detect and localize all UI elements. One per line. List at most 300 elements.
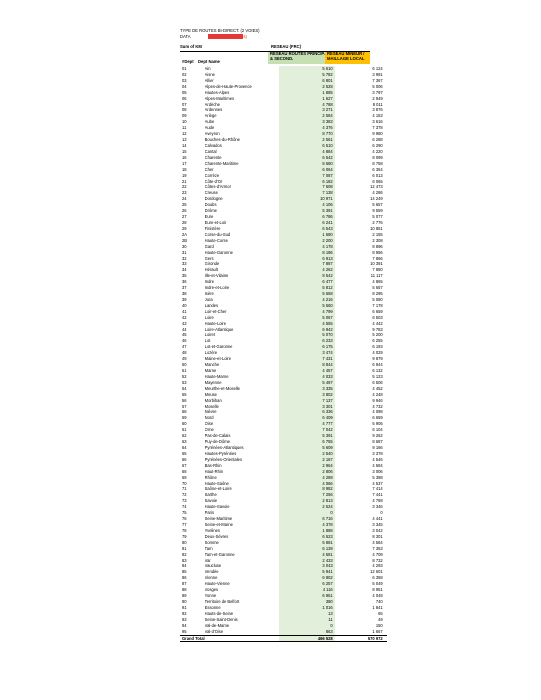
dept-code-cell: 51 xyxy=(182,368,187,374)
dept-name-cell: Aube xyxy=(204,119,215,125)
dept-name-cell: Finistère xyxy=(204,225,221,231)
routes-km-cell: 4 799 xyxy=(279,309,335,315)
dept-name-cell: Ain xyxy=(204,66,211,71)
routes-km-cell: 6 336 xyxy=(279,409,335,415)
routes-km-cell: 6 257 xyxy=(279,581,335,587)
local-km-cell: 4 220 xyxy=(372,148,383,154)
routes-km-cell: 6 409 xyxy=(279,415,335,421)
dept-code-cell: 62 xyxy=(182,433,187,439)
local-km-cell: 4 441 xyxy=(372,516,383,522)
dept-code-cell: 15 xyxy=(182,148,187,154)
dept-name-cell: Territoire de Belfort xyxy=(204,598,240,604)
routes-km-cell: 6 786 xyxy=(279,214,335,220)
dept-name-cell: Cantal xyxy=(204,148,217,154)
local-km-cell: 7 367 xyxy=(372,77,383,83)
dept-code-cell: 46 xyxy=(182,338,187,344)
filter-data-value[interactable]: Sum of KM (Routes) xyxy=(209,33,247,39)
local-km-cell: 1 667 xyxy=(372,628,383,634)
dept-name-cell: Yvelines xyxy=(204,527,220,533)
routes-km-cell: 4 178 xyxy=(279,244,335,250)
routes-km-cell: 5 881 xyxy=(279,540,335,546)
routes-km-cell: 5 609 xyxy=(279,445,335,451)
filter-data-row[interactable] xyxy=(180,34,260,39)
dept-name-cell: Maine-et-Loire xyxy=(204,356,232,362)
local-km-cell: 6 288 xyxy=(372,137,383,143)
dept-code-cell: 86 xyxy=(182,575,187,581)
dept-name-cell: Morbihan xyxy=(204,397,222,403)
local-km-cell: 8 295 xyxy=(372,291,383,297)
dept-name-cell: Deux-Sèvres xyxy=(204,533,229,539)
local-km-cell: 12 601 xyxy=(370,569,383,575)
routes-km-cell: 5 391 xyxy=(279,208,335,214)
routes-km-cell: 8 542 xyxy=(279,273,335,279)
routes-km-cell: 1 888 xyxy=(279,528,335,534)
local-km-cell: 3 616 xyxy=(372,119,383,125)
dept-name-cell: Val-d'Oise xyxy=(204,628,224,634)
dept-name-cell: Var xyxy=(204,557,211,563)
local-km-cell: 2 308 xyxy=(372,237,383,243)
routes-km-cell: 4 289 xyxy=(279,475,335,481)
local-km-cell: 4 442 xyxy=(372,320,383,326)
local-km-cell: 7 414 xyxy=(372,486,383,492)
routes-km-cell: 6 543 xyxy=(279,226,335,232)
dept-code-cell: 19 xyxy=(182,172,187,178)
dept-name-cell: Bas-Rhin xyxy=(204,462,222,468)
local-km-cell: 6 358 xyxy=(372,575,383,581)
routes-km-cell: 8 680 xyxy=(279,161,335,167)
routes-km-cell: 4 376 xyxy=(279,125,335,131)
dept-name-cell: Manche xyxy=(204,362,220,368)
dept-code-cell: 43 xyxy=(182,320,187,326)
dept-code-cell: 39 xyxy=(182,296,187,302)
local-km-cell: 2 949 xyxy=(372,95,383,101)
dept-code-cell: 05 xyxy=(182,89,187,95)
dept-code-cell: 03 xyxy=(182,77,187,83)
dept-code-cell: 44 xyxy=(182,326,187,332)
local-km-cell: 6 364 xyxy=(372,166,383,172)
dept-code-cell: 65 xyxy=(182,450,187,456)
dept-code-cell: 76 xyxy=(182,516,187,522)
local-km-cell: 8 951 xyxy=(372,587,383,593)
routes-km-cell: 8 186 xyxy=(279,250,335,256)
col2-header[interactable]: RESEAU MINEUR / MAILLAGE LOCAL xyxy=(325,52,370,64)
routes-km-cell: 3 271 xyxy=(279,107,335,113)
dept-name-cell: Meurthe-et-Moselle xyxy=(204,385,240,391)
local-km-cell: 8 896 xyxy=(372,243,383,249)
routes-km-cell: 2 433 xyxy=(279,558,335,564)
local-km-cell: 14 249 xyxy=(370,196,383,202)
routes-km-cell: 4 116 xyxy=(279,587,335,593)
local-km-cell: 9 262 xyxy=(372,433,383,439)
routes-km-cell: 2 524 xyxy=(279,504,335,510)
dept-name-cell: Pyrénées-Atlantiques xyxy=(204,445,244,450)
local-km-cell: 7 866 xyxy=(372,255,383,261)
dept-name-cell: Loire-Atlantique xyxy=(204,326,234,332)
local-km-cell: 2 776 xyxy=(372,219,383,225)
dept-code-cell: 27 xyxy=(182,214,187,220)
dept-name-cell: Loire xyxy=(204,314,214,320)
dept-code-cell: 58 xyxy=(182,409,187,415)
dept-code-cell: 23 xyxy=(182,190,187,196)
dept-code-cell: 53 xyxy=(182,379,187,385)
routes-km-cell: 380 xyxy=(279,599,335,605)
local-km-cell: 150 xyxy=(375,622,383,628)
routes-km-cell: 6 175 xyxy=(279,344,335,350)
col1-header[interactable]: RESEAU ROUTES PRINCIP. & SECOND. xyxy=(268,52,325,64)
dept-code-cell: 33 xyxy=(182,261,187,267)
routes-km-cell: 6 477 xyxy=(279,279,335,285)
local-km-cell: 6 124 xyxy=(372,66,383,71)
dept-name-cell: Essonne xyxy=(204,604,221,610)
dept-name-cell: Haute-Vienne xyxy=(204,581,230,587)
local-km-cell: 4 709 xyxy=(372,551,383,557)
routes-km-cell: 4 033 xyxy=(279,374,335,380)
routes-km-cell: 1 680 xyxy=(279,232,335,238)
local-km-cell: 9 783 xyxy=(372,326,383,332)
routes-km-cell: 4 581 xyxy=(279,552,335,558)
routes-km-cell: 863 xyxy=(279,629,335,635)
dept-code-cell: 71 xyxy=(182,486,187,492)
routes-km-cell: 2 528 xyxy=(279,84,335,90)
dept-code-cell: 94 xyxy=(182,622,187,628)
dept-code-cell: 57 xyxy=(182,403,187,409)
dept-name-cell: Landes xyxy=(204,302,219,308)
dept-code-cell: 85 xyxy=(182,569,187,575)
dept-name-cell: Meuse xyxy=(204,391,217,397)
local-km-cell: 6 065 xyxy=(372,178,383,184)
dept-code-cell: 48 xyxy=(182,350,187,356)
routes-km-cell: 5 668 xyxy=(279,291,335,297)
dept-code-cell: 06 xyxy=(182,95,187,101)
dept-code-cell: 32 xyxy=(182,255,187,261)
local-km-cell: 6 506 xyxy=(372,379,383,385)
dept-name-cell: Aude xyxy=(204,125,215,131)
local-km-cell: 5 123 xyxy=(372,373,383,379)
dept-code-cell: 14 xyxy=(182,142,187,148)
dept-name-cell: Yonne xyxy=(204,593,217,599)
local-km-cell: 5 905 xyxy=(372,421,383,427)
dept-code-cell: 77 xyxy=(182,521,187,527)
dept-code-cell: 35 xyxy=(182,273,187,279)
routes-km-cell: 6 913 xyxy=(279,256,335,262)
dept-name-cell: Paris xyxy=(204,510,214,516)
grand-total-local: 570 972 xyxy=(335,635,387,642)
dept-name-cell: Ariège xyxy=(204,113,217,119)
dept-code-cell: 07 xyxy=(182,101,187,107)
dept-code-cell: 49 xyxy=(182,356,187,362)
dept-code-cell: 18 xyxy=(182,166,187,172)
row-code-header[interactable]: #Dept xyxy=(182,59,194,64)
local-km-cell: 4 293 xyxy=(372,563,383,569)
routes-km-cell: 4 555 xyxy=(279,321,335,327)
dept-name-cell: Côte-d'Or xyxy=(204,178,223,184)
routes-km-cell: 0 xyxy=(279,510,335,516)
dept-code-cell: 89 xyxy=(182,593,187,599)
local-km-cell: 5 049 xyxy=(372,581,383,587)
local-km-cell: 5 006 xyxy=(372,83,383,89)
local-km-cell: 6 132 xyxy=(372,368,383,374)
dept-code-cell: 95 xyxy=(182,628,187,634)
routes-km-cell: 2 813 xyxy=(279,498,335,504)
routes-km-cell: 3 383 xyxy=(279,119,335,125)
dept-code-cell: 28 xyxy=(182,219,187,225)
local-km-cell: 1 841 xyxy=(372,604,383,610)
routes-km-cell: 5 782 xyxy=(279,72,335,78)
dept-code-cell: 47 xyxy=(182,344,187,350)
dept-name-cell: Côtes-d'Armor xyxy=(204,184,231,190)
dept-code-cell: 38 xyxy=(182,291,187,297)
dept-name-cell: Savoie xyxy=(204,498,218,504)
local-km-cell: 4 768 xyxy=(372,498,383,504)
dept-code-cell: 21 xyxy=(182,178,187,184)
dept-name-cell: Charente xyxy=(204,154,222,160)
routes-km-cell: 1 885 xyxy=(279,90,335,96)
dept-code-cell: 78 xyxy=(182,527,187,533)
local-km-cell: 49 xyxy=(378,616,383,622)
dept-code-cell: 50 xyxy=(182,362,187,368)
routes-km-cell: 3 043 xyxy=(279,563,335,569)
dept-name-cell: Isère xyxy=(204,291,214,297)
dept-code-cell: 87 xyxy=(182,581,187,587)
routes-km-cell: 1 016 xyxy=(279,605,335,611)
local-km-cell: 6 944 xyxy=(372,362,383,368)
dept-code-cell: 70 xyxy=(182,480,187,486)
local-km-cell: 7 178 xyxy=(372,302,383,308)
dept-name-cell: Vendée xyxy=(204,569,219,575)
dept-code-cell: 64 xyxy=(182,445,187,450)
local-km-cell: 7 441 xyxy=(372,492,383,498)
local-km-cell: 5 388 xyxy=(372,474,383,480)
routes-km-cell: 7 256 xyxy=(279,492,335,498)
local-km-cell: 4 537 xyxy=(372,480,383,486)
dept-name-cell: Loir-et-Cher xyxy=(204,308,227,314)
dept-code-cell: 2B xyxy=(182,237,188,243)
dept-name-cell: Haute-Marne xyxy=(204,373,229,379)
local-km-cell: 9 946 xyxy=(372,397,383,403)
dept-code-cell: 69 xyxy=(182,474,187,480)
dept-code-cell: 31 xyxy=(182,249,187,255)
dept-name-cell: Val-de-Marne xyxy=(204,622,230,628)
dept-code-cell: 02 xyxy=(182,71,187,77)
routes-km-cell: 7 087 xyxy=(279,173,335,179)
dept-name-cell: Rhône xyxy=(204,474,217,480)
routes-km-cell: 11 xyxy=(279,617,335,623)
pivot-col-group-header[interactable]: RESEAU (FRC) xyxy=(271,44,302,49)
dept-code-cell: 17 xyxy=(182,160,187,166)
dept-name-cell: Marne xyxy=(204,368,217,374)
dept-code-cell: 56 xyxy=(182,397,187,403)
local-km-cell: 6 659 xyxy=(372,308,383,314)
local-km-cell: 8 301 xyxy=(372,533,383,539)
dept-name-cell: Corse-du-Sud xyxy=(204,231,231,237)
routes-km-cell: 7 042 xyxy=(279,427,335,433)
dept-code-cell: 11 xyxy=(182,125,187,131)
routes-km-cell: 6 755 xyxy=(279,439,335,445)
local-km-cell: 8 099 xyxy=(372,154,383,160)
routes-km-cell: 7 608 xyxy=(279,184,335,190)
local-km-cell: 7 378 xyxy=(372,125,383,131)
routes-km-cell: 4 262 xyxy=(279,267,335,273)
dept-name-cell: Tarn xyxy=(204,545,213,551)
dept-code-cell: 2A xyxy=(182,231,188,237)
dept-name-cell: Ille-et-Vilaine xyxy=(204,273,229,279)
dept-code-cell: 24 xyxy=(182,196,187,202)
dept-name-cell: Lot xyxy=(204,338,211,344)
routes-km-cell: 7 431 xyxy=(279,356,335,362)
local-km-cell: 5 657 xyxy=(372,285,383,291)
local-km-cell: 65 xyxy=(378,610,383,616)
local-km-cell: 6 659 xyxy=(372,415,383,421)
dept-code-cell: 08 xyxy=(182,107,187,113)
grand-total-spacer xyxy=(205,635,279,642)
dept-code-cell: 36 xyxy=(182,279,187,285)
routes-km-cell: 4 788 xyxy=(279,102,335,108)
dept-name-cell: Haute-Loire xyxy=(204,320,227,326)
local-km-cell: 4 098 xyxy=(372,409,383,415)
dept-code-cell: 93 xyxy=(182,616,187,622)
routes-km-cell: 0 xyxy=(279,623,335,629)
dept-code-cell: 66 xyxy=(182,456,187,462)
dept-code-cell: 74 xyxy=(182,504,187,510)
routes-km-cell: 6 801 xyxy=(279,78,335,84)
dept-name-cell: Ardennes xyxy=(204,107,223,113)
dept-code-cell: 13 xyxy=(182,137,187,143)
dept-name-cell: Aisne xyxy=(204,71,215,77)
dept-name-cell: Hautes-Pyrénées xyxy=(204,450,237,456)
routes-km-cell: 6 182 xyxy=(279,179,335,185)
dept-name-cell: Hauts-de-Seine xyxy=(204,610,234,616)
routes-km-cell: 4 378 xyxy=(279,522,335,528)
dept-name-cell: Saône-et-Loire xyxy=(204,486,232,492)
dept-code-cell: 25 xyxy=(182,202,187,208)
dept-code-cell: 10 xyxy=(182,119,187,125)
dept-name-cell: Hautes-Alpes xyxy=(204,89,230,95)
routes-km-cell: 7 138 xyxy=(279,190,335,196)
dept-code-cell: 01 xyxy=(182,66,187,71)
grand-total-label: Grand Total xyxy=(182,635,205,641)
routes-km-cell: 6 241 xyxy=(279,220,335,226)
routes-km-cell: 6 942 xyxy=(279,327,335,333)
local-km-cell: 3 346 xyxy=(372,504,383,510)
routes-km-cell: 8 982 xyxy=(279,486,335,492)
local-km-cell: 9 559 xyxy=(372,208,383,214)
routes-km-cell: 7 887 xyxy=(279,261,335,267)
routes-km-cell: 4 884 xyxy=(279,149,335,155)
local-km-cell: 5 657 xyxy=(372,202,383,208)
dept-name-cell: Gers xyxy=(204,255,214,261)
routes-km-cell: 3 802 xyxy=(279,392,335,398)
routes-km-cell: 8 844 xyxy=(279,362,335,368)
dept-name-cell: Hérault xyxy=(204,267,218,273)
routes-km-cell: 4 777 xyxy=(279,421,335,427)
local-km-cell: 4 153 xyxy=(372,113,383,119)
dept-name-cell: Orne xyxy=(204,427,214,433)
routes-km-cell: 5 497 xyxy=(279,380,335,386)
local-km-cell: 3 042 xyxy=(372,527,383,533)
dept-name-cell: Puy-de-Dôme xyxy=(204,439,230,445)
dept-name-cell: Nièvre xyxy=(204,409,217,415)
routes-km-cell: 5 560 xyxy=(279,303,335,309)
pivot-table xyxy=(180,66,387,642)
local-km-cell: 9 166 xyxy=(372,445,383,450)
local-km-cell: 8 956 xyxy=(372,249,383,255)
routes-km-cell: 3 474 xyxy=(279,350,335,356)
local-km-cell: 4 584 xyxy=(372,539,383,545)
local-km-cell: 7 880 xyxy=(372,267,383,273)
dept-name-cell: Aveyron xyxy=(204,131,220,137)
dept-name-cell: Seine-Saint-Denis xyxy=(204,616,238,622)
dept-code-cell: 90 xyxy=(182,598,187,604)
routes-km-cell: 3 301 xyxy=(279,404,335,410)
routes-km-cell: 2 200 xyxy=(279,238,335,244)
dept-name-cell: Lozère xyxy=(204,350,218,356)
dept-code-cell: 40 xyxy=(182,302,187,308)
local-km-cell: 6 193 xyxy=(372,344,383,350)
local-km-cell: 5 200 xyxy=(372,332,383,338)
dept-name-cell: Sarthe xyxy=(204,492,217,498)
dept-code-cell: 22 xyxy=(182,184,187,190)
dept-code-cell: 63 xyxy=(182,439,187,445)
pivot-sum-label: Sum of KM xyxy=(180,44,202,49)
routes-km-cell: 4 066 xyxy=(279,481,335,487)
filter-data-label: DATA xyxy=(180,33,191,39)
dept-code-cell: 84 xyxy=(182,563,187,569)
dept-code-cell: 55 xyxy=(182,391,187,397)
dept-code-cell: 80 xyxy=(182,539,187,545)
local-km-cell: 4 029 xyxy=(372,350,383,356)
routes-km-cell: 4 216 xyxy=(279,297,335,303)
row-name-header[interactable]: Dept Name xyxy=(198,59,220,64)
local-km-cell: 5 080 xyxy=(372,296,383,302)
dept-code-cell: 42 xyxy=(182,314,187,320)
dept-code-cell: 09 xyxy=(182,113,187,119)
routes-km-cell: 4 106 xyxy=(279,202,335,208)
dept-name-cell: Corrèze xyxy=(204,172,220,178)
local-km-cell: 5 077 xyxy=(372,214,383,220)
local-km-cell: 2 155 xyxy=(372,231,383,237)
filter-type-row[interactable] xyxy=(180,28,260,33)
dept-name-cell: Cher xyxy=(204,166,214,172)
dept-name-cell: Eure-et-Loir xyxy=(204,219,227,225)
routes-km-cell: 6 139 xyxy=(279,546,335,552)
routes-km-cell: 6 802 xyxy=(279,575,335,581)
dept-name-cell: Haute-Garonne xyxy=(204,249,233,255)
routes-km-cell: 6 542 xyxy=(279,155,335,161)
local-km-cell: 8 687 xyxy=(372,439,383,445)
routes-km-cell: 2 561 xyxy=(279,137,335,143)
dept-name-cell: Vosges xyxy=(204,587,219,593)
routes-km-cell: 7 137 xyxy=(279,398,335,404)
dept-name-cell: Gironde xyxy=(204,261,220,267)
dept-name-cell: Drôme xyxy=(204,208,217,214)
routes-km-cell: 2 584 xyxy=(279,113,335,119)
dept-name-cell: Indre-et-Loire xyxy=(204,285,230,291)
dept-name-cell: Haut-Rhin xyxy=(204,468,224,474)
dept-code-cell: 67 xyxy=(182,462,187,468)
dept-name-cell: Mayenne xyxy=(204,379,222,385)
routes-km-cell: 4 457 xyxy=(279,368,335,374)
routes-km-cell: 6 064 xyxy=(279,167,335,173)
dept-code-cell: 79 xyxy=(182,533,187,539)
dept-name-cell: Pyrénées-Orientales xyxy=(204,456,242,462)
local-km-cell: 9 980 xyxy=(372,131,383,137)
local-km-cell: 3 991 xyxy=(372,71,383,77)
routes-km-cell: 2 806 xyxy=(279,469,335,475)
local-km-cell: 4 865 xyxy=(372,279,383,285)
dept-name-cell: Seine-Maritime xyxy=(204,516,233,522)
filter-area xyxy=(180,28,260,39)
routes-km-cell: 6 233 xyxy=(279,338,335,344)
